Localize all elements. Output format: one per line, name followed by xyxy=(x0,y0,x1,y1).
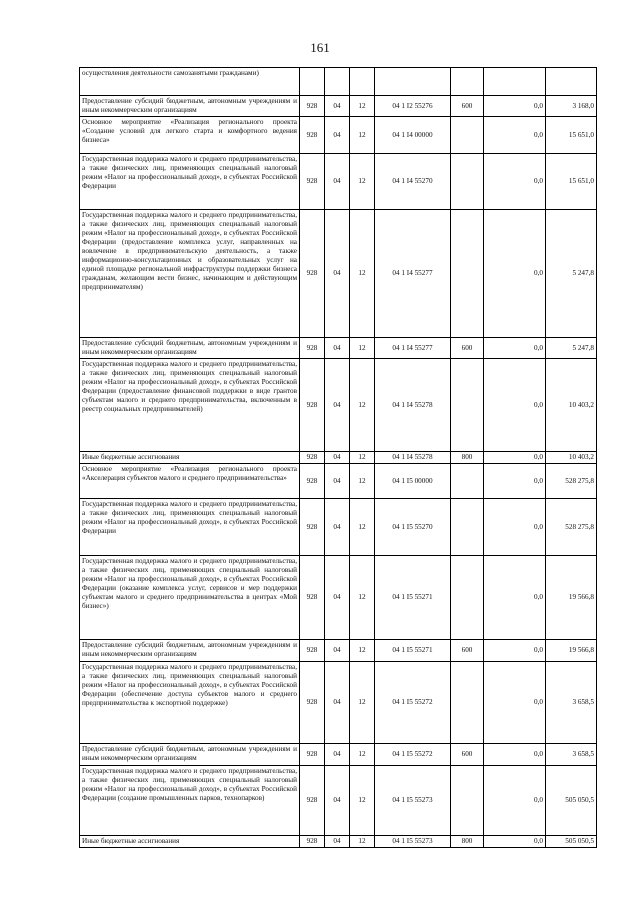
cell-type xyxy=(451,464,484,499)
cell-section: 04 xyxy=(325,359,350,452)
row-name: Предоставление субсидий бюджетным, автономным учреждениям и иным некоммерческим организациям xyxy=(80,640,300,662)
cell-type: 600 xyxy=(451,338,484,359)
cell-prev: 0,0 xyxy=(484,499,546,556)
cell-subsection: 12 xyxy=(350,452,375,464)
row-name: Государственная поддержка малого и среднего предпринимательства, а также физических лиц, применяющих специальный налоговый режим «Налог на профессиональный доход», в субъектах Российской Федерации (предоставление комплекса услуг, направленных на вовлечение в предпринимательскую деятельность, а также информационно-консультационных и образовательных услуг на единой площадке региональной инфраструктуры поддержки бизнеса гражданам, желающим вести бизнес, начинающим и действующим предпринимателям) xyxy=(80,210,300,338)
cell-target: 04 1 I4 55278 xyxy=(375,359,451,452)
cell-prev: 0,0 xyxy=(484,640,546,662)
row-name: Предоставление субсидий бюджетным, автономным учреждениям и иным некоммерческим организациям xyxy=(80,338,300,359)
cell-ministry: 928 xyxy=(300,499,325,556)
row-name: Иные бюджетные ассигнования xyxy=(80,836,300,848)
cell-ministry: 928 xyxy=(300,662,325,744)
cell-target: 04 1 I5 55273 xyxy=(375,836,451,848)
table-row xyxy=(80,452,597,464)
cell-target: 04 1 I4 55277 xyxy=(375,210,451,338)
cell-prev: 0,0 xyxy=(484,338,546,359)
cell-sum: 15 651,0 xyxy=(546,117,597,154)
cell-prev: 0,0 xyxy=(484,464,546,499)
table-row xyxy=(80,338,597,359)
row-name: Государственная поддержка малого и среднего предпринимательства, а также физических лиц, применяющих специальный налоговый режим «Налог на профессиональный доход», в субъектах Российской Федерации xyxy=(80,154,300,210)
row-name: Государственная поддержка малого и среднего предпринимательства, а также физических лиц, применяющих специальный налоговый режим «Налог на профессиональный доход», в субъектах Российской Федерации (обеспечение доступа субъектов малого и среднего предпринимательства к экспортной поддержке) xyxy=(80,662,300,744)
cell-ministry: 928 xyxy=(300,338,325,359)
cell-sum: 528 275,8 xyxy=(546,499,597,556)
cell-section: 04 xyxy=(325,766,350,836)
cell-sum: 10 403,2 xyxy=(546,452,597,464)
cell-sum: 5 247,8 xyxy=(546,210,597,338)
table-row xyxy=(80,640,597,662)
cell-section: 04 xyxy=(325,499,350,556)
page-number: 161 xyxy=(310,40,330,55)
cell-ministry: 928 xyxy=(300,210,325,338)
cell-prev: 0,0 xyxy=(484,452,546,464)
cell-subsection: 12 xyxy=(350,210,375,338)
cell-sum: 3 168,0 xyxy=(546,96,597,117)
cell-type xyxy=(451,499,484,556)
row-name: Государственная поддержка малого и среднего предпринимательства, а также физических лиц, применяющих специальный налоговый режим «Налог на профессиональный доход», в субъектах Российской Федерации (предоставление финансовой поддержки в виде грантов субъектам малого и среднего предпринимательства, включенным в реестр социальных предпринимателей) xyxy=(80,359,300,452)
cell-subsection: 12 xyxy=(350,499,375,556)
table-row xyxy=(80,96,597,117)
cell-sum: 3 658,5 xyxy=(546,744,597,766)
table-row xyxy=(80,662,597,744)
row-name: Предоставление субсидий бюджетным, автономным учреждениям и иным некоммерческим организациям xyxy=(80,744,300,766)
cell-prev: 0,0 xyxy=(484,744,546,766)
cell-section xyxy=(325,68,350,96)
cell-type: 600 xyxy=(451,744,484,766)
cell-ministry: 928 xyxy=(300,117,325,154)
cell-section: 04 xyxy=(325,556,350,640)
table-row xyxy=(80,117,597,154)
cell-section: 04 xyxy=(325,96,350,117)
cell-sum: 19 566,8 xyxy=(546,556,597,640)
table-row xyxy=(80,499,597,556)
cell-type: 600 xyxy=(451,640,484,662)
cell-ministry: 928 xyxy=(300,640,325,662)
cell-subsection: 12 xyxy=(350,640,375,662)
cell-ministry: 928 xyxy=(300,452,325,464)
cell-section: 04 xyxy=(325,154,350,210)
cell-subsection: 12 xyxy=(350,662,375,744)
table-row xyxy=(80,359,597,452)
cell-ministry: 928 xyxy=(300,464,325,499)
cell-target: 04 1 I4 00000 xyxy=(375,117,451,154)
cell-target: 04 1 I5 55272 xyxy=(375,662,451,744)
cell-subsection: 12 xyxy=(350,338,375,359)
cell-prev: 0,0 xyxy=(484,154,546,210)
row-name: Предоставление субсидий бюджетным, автономным учреждениям и иным некоммерческим организациям xyxy=(80,96,300,117)
cell-section: 04 xyxy=(325,338,350,359)
cell-ministry: 928 xyxy=(300,766,325,836)
cell-subsection: 12 xyxy=(350,836,375,848)
cell-prev: 0,0 xyxy=(484,836,546,848)
cell-type: 600 xyxy=(451,96,484,117)
cell-section: 04 xyxy=(325,210,350,338)
cell-ministry: 928 xyxy=(300,744,325,766)
table-row xyxy=(80,210,597,338)
row-name: Государственная поддержка малого и среднего предпринимательства, а также физических лиц, применяющих специальный налоговый режим «Налог на профессиональный доход», в субъектах Российской Федерации (создание промышленных парков, технопарков) xyxy=(80,766,300,836)
cell-subsection: 12 xyxy=(350,154,375,210)
cell-section: 04 xyxy=(325,117,350,154)
row-name: Иные бюджетные ассигнования xyxy=(80,452,300,464)
cell-subsection xyxy=(350,68,375,96)
cell-target: 04 1 I4 55278 xyxy=(375,452,451,464)
cell-target: 04 1 I5 00000 xyxy=(375,464,451,499)
row-name: осуществления деятельности самозанятыми гражданами) xyxy=(80,68,300,96)
cell-target: 04 1 I5 55270 xyxy=(375,499,451,556)
table-row xyxy=(80,464,597,499)
cell-section: 04 xyxy=(325,640,350,662)
table-row xyxy=(80,154,597,210)
cell-type xyxy=(451,556,484,640)
cell-target: 04 1 I5 55271 xyxy=(375,556,451,640)
cell-target: 04 1 I5 55272 xyxy=(375,744,451,766)
cell-sum: 15 651,0 xyxy=(546,154,597,210)
cell-subsection: 12 xyxy=(350,359,375,452)
cell-sum: 505 050,5 xyxy=(546,836,597,848)
cell-ministry: 928 xyxy=(300,96,325,117)
cell-type: 800 xyxy=(451,836,484,848)
row-name: Основное мероприятие «Реализация регионального проекта «Создание условий для легкого старта и комфортного ведения бизнеса» xyxy=(80,117,300,154)
cell-section: 04 xyxy=(325,836,350,848)
cell-ministry xyxy=(300,68,325,96)
cell-ministry: 928 xyxy=(300,154,325,210)
table-row xyxy=(80,68,597,96)
cell-prev xyxy=(484,68,546,96)
cell-sum xyxy=(546,68,597,96)
row-name: Государственная поддержка малого и среднего предпринимательства, а также физических лиц, применяющих специальный налоговый режим «Налог на профессиональный доход», в субъектах Российской Федерации xyxy=(80,499,300,556)
cell-prev: 0,0 xyxy=(484,556,546,640)
cell-section: 04 xyxy=(325,464,350,499)
cell-type xyxy=(451,68,484,96)
cell-sum: 5 247,8 xyxy=(546,338,597,359)
cell-type xyxy=(451,766,484,836)
cell-sum: 505 050,5 xyxy=(546,766,597,836)
cell-prev: 0,0 xyxy=(484,117,546,154)
cell-section: 04 xyxy=(325,452,350,464)
cell-prev: 0,0 xyxy=(484,662,546,744)
cell-subsection: 12 xyxy=(350,766,375,836)
cell-prev: 0,0 xyxy=(484,766,546,836)
cell-prev: 0,0 xyxy=(484,210,546,338)
cell-section: 04 xyxy=(325,662,350,744)
cell-ministry: 928 xyxy=(300,556,325,640)
table-row xyxy=(80,744,597,766)
cell-subsection: 12 xyxy=(350,556,375,640)
cell-ministry: 928 xyxy=(300,836,325,848)
table-row xyxy=(80,836,597,848)
cell-type xyxy=(451,359,484,452)
cell-target: 04 1 I4 55277 xyxy=(375,338,451,359)
cell-target: 04 1 I2 55276 xyxy=(375,96,451,117)
cell-sum: 10 403,2 xyxy=(546,359,597,452)
cell-ministry: 928 xyxy=(300,359,325,452)
row-name: Основное мероприятие «Реализация регионального проекта «Акселерация субъектов малого и среднего предпринимательства» xyxy=(80,464,300,499)
cell-target xyxy=(375,68,451,96)
cell-subsection: 12 xyxy=(350,464,375,499)
cell-prev: 0,0 xyxy=(484,359,546,452)
budget-table xyxy=(79,67,597,848)
cell-sum: 528 275,8 xyxy=(546,464,597,499)
cell-sum: 3 658,5 xyxy=(546,662,597,744)
cell-target: 04 1 I5 55271 xyxy=(375,640,451,662)
cell-subsection: 12 xyxy=(350,744,375,766)
cell-subsection: 12 xyxy=(350,96,375,117)
row-name: Государственная поддержка малого и среднего предпринимательства, а также физических лиц, применяющих специальный налоговый режим «Налог на профессиональный доход», в субъектах Российской Федерации (оказание комплекса услуг, сервисов и мер поддержки субъектам малого и среднего предпринимательства в центрах «Мой бизнес») xyxy=(80,556,300,640)
table-body xyxy=(80,68,597,848)
table-row xyxy=(80,556,597,640)
cell-type xyxy=(451,210,484,338)
cell-target: 04 1 I4 55270 xyxy=(375,154,451,210)
cell-prev: 0,0 xyxy=(484,96,546,117)
cell-type xyxy=(451,154,484,210)
cell-section: 04 xyxy=(325,744,350,766)
table-row xyxy=(80,766,597,836)
cell-sum: 19 566,8 xyxy=(546,640,597,662)
cell-target: 04 1 I5 55273 xyxy=(375,766,451,836)
cell-type xyxy=(451,662,484,744)
cell-type: 800 xyxy=(451,452,484,464)
cell-subsection: 12 xyxy=(350,117,375,154)
cell-type xyxy=(451,117,484,154)
